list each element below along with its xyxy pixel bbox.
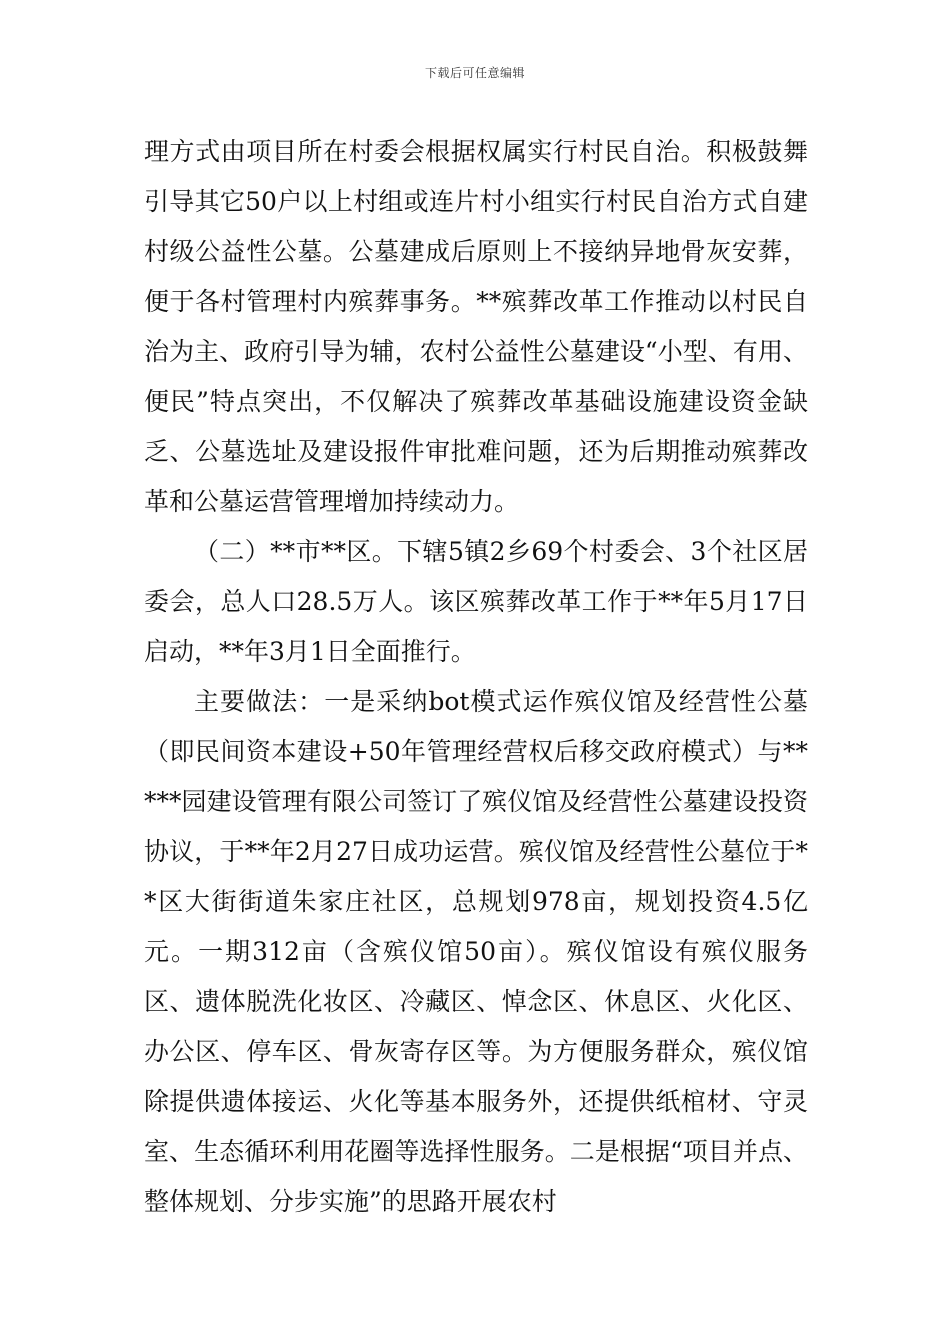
paragraph-2: （二）**市**区。下辖5镇2乡69个村委会、3个社区居委会，总人口28.5万人。该区殡葬改革工作于**年5月17日启动，**年3月1日全面推行。 bbox=[144, 537, 808, 666]
paragraph-1: 理方式由项目所在村委会根据权属实行村民自治。积极鼓舞引导其它50户以上村组或连片村小组实行村民自治方式自建村级公益性公墓。公墓建成后原则上不接纳异地骨灰安葬，便于各村管理村内殡葬事务。**殡葬改革工作推动以村民自治为主、政府引导为辅，农村公益性公墓建设“小型、有用、便民”特点突出，不仅解决了殡葬改革基础设施建设资金缺乏、公墓选址及建设报件审批难问题，还为后期推动殡葬改革和公墓运营管理增加持续动力。 bbox=[144, 137, 808, 516]
paragraph-3: 主要做法：一是采纳bot模式运作殡仪馆及经营性公墓（即民间资本建设+50年管理经营权后移交政府模式）与*****园建设管理有限公司签订了殡仪馆及经营性公墓建设投资协议，于**年2月27日成功运营。殡仪馆及经营性公墓位于**区大街街道朱家庄社区，总规划978亩，规划投资4.5亿元。一期312亩（含殡仪馆50亩）。殡仪馆设有殡仪服务区、遗体脱洗化妆区、冷藏区、悼念区、休息区、火化区、办公区、停车区、骨灰寄存区等。为方便服务群众，殡仪馆除提供遗体接运、火化等基本服务外，还提供纸棺材、守灵室、生态循环利用花圈等选择性服务。二是根据“项目并点、整体规划、分步实施”的思路开展农村 bbox=[144, 687, 808, 1216]
document-body bbox=[144, 127, 808, 1227]
page-header-note: 下载后可任意编辑 bbox=[424, 66, 525, 80]
